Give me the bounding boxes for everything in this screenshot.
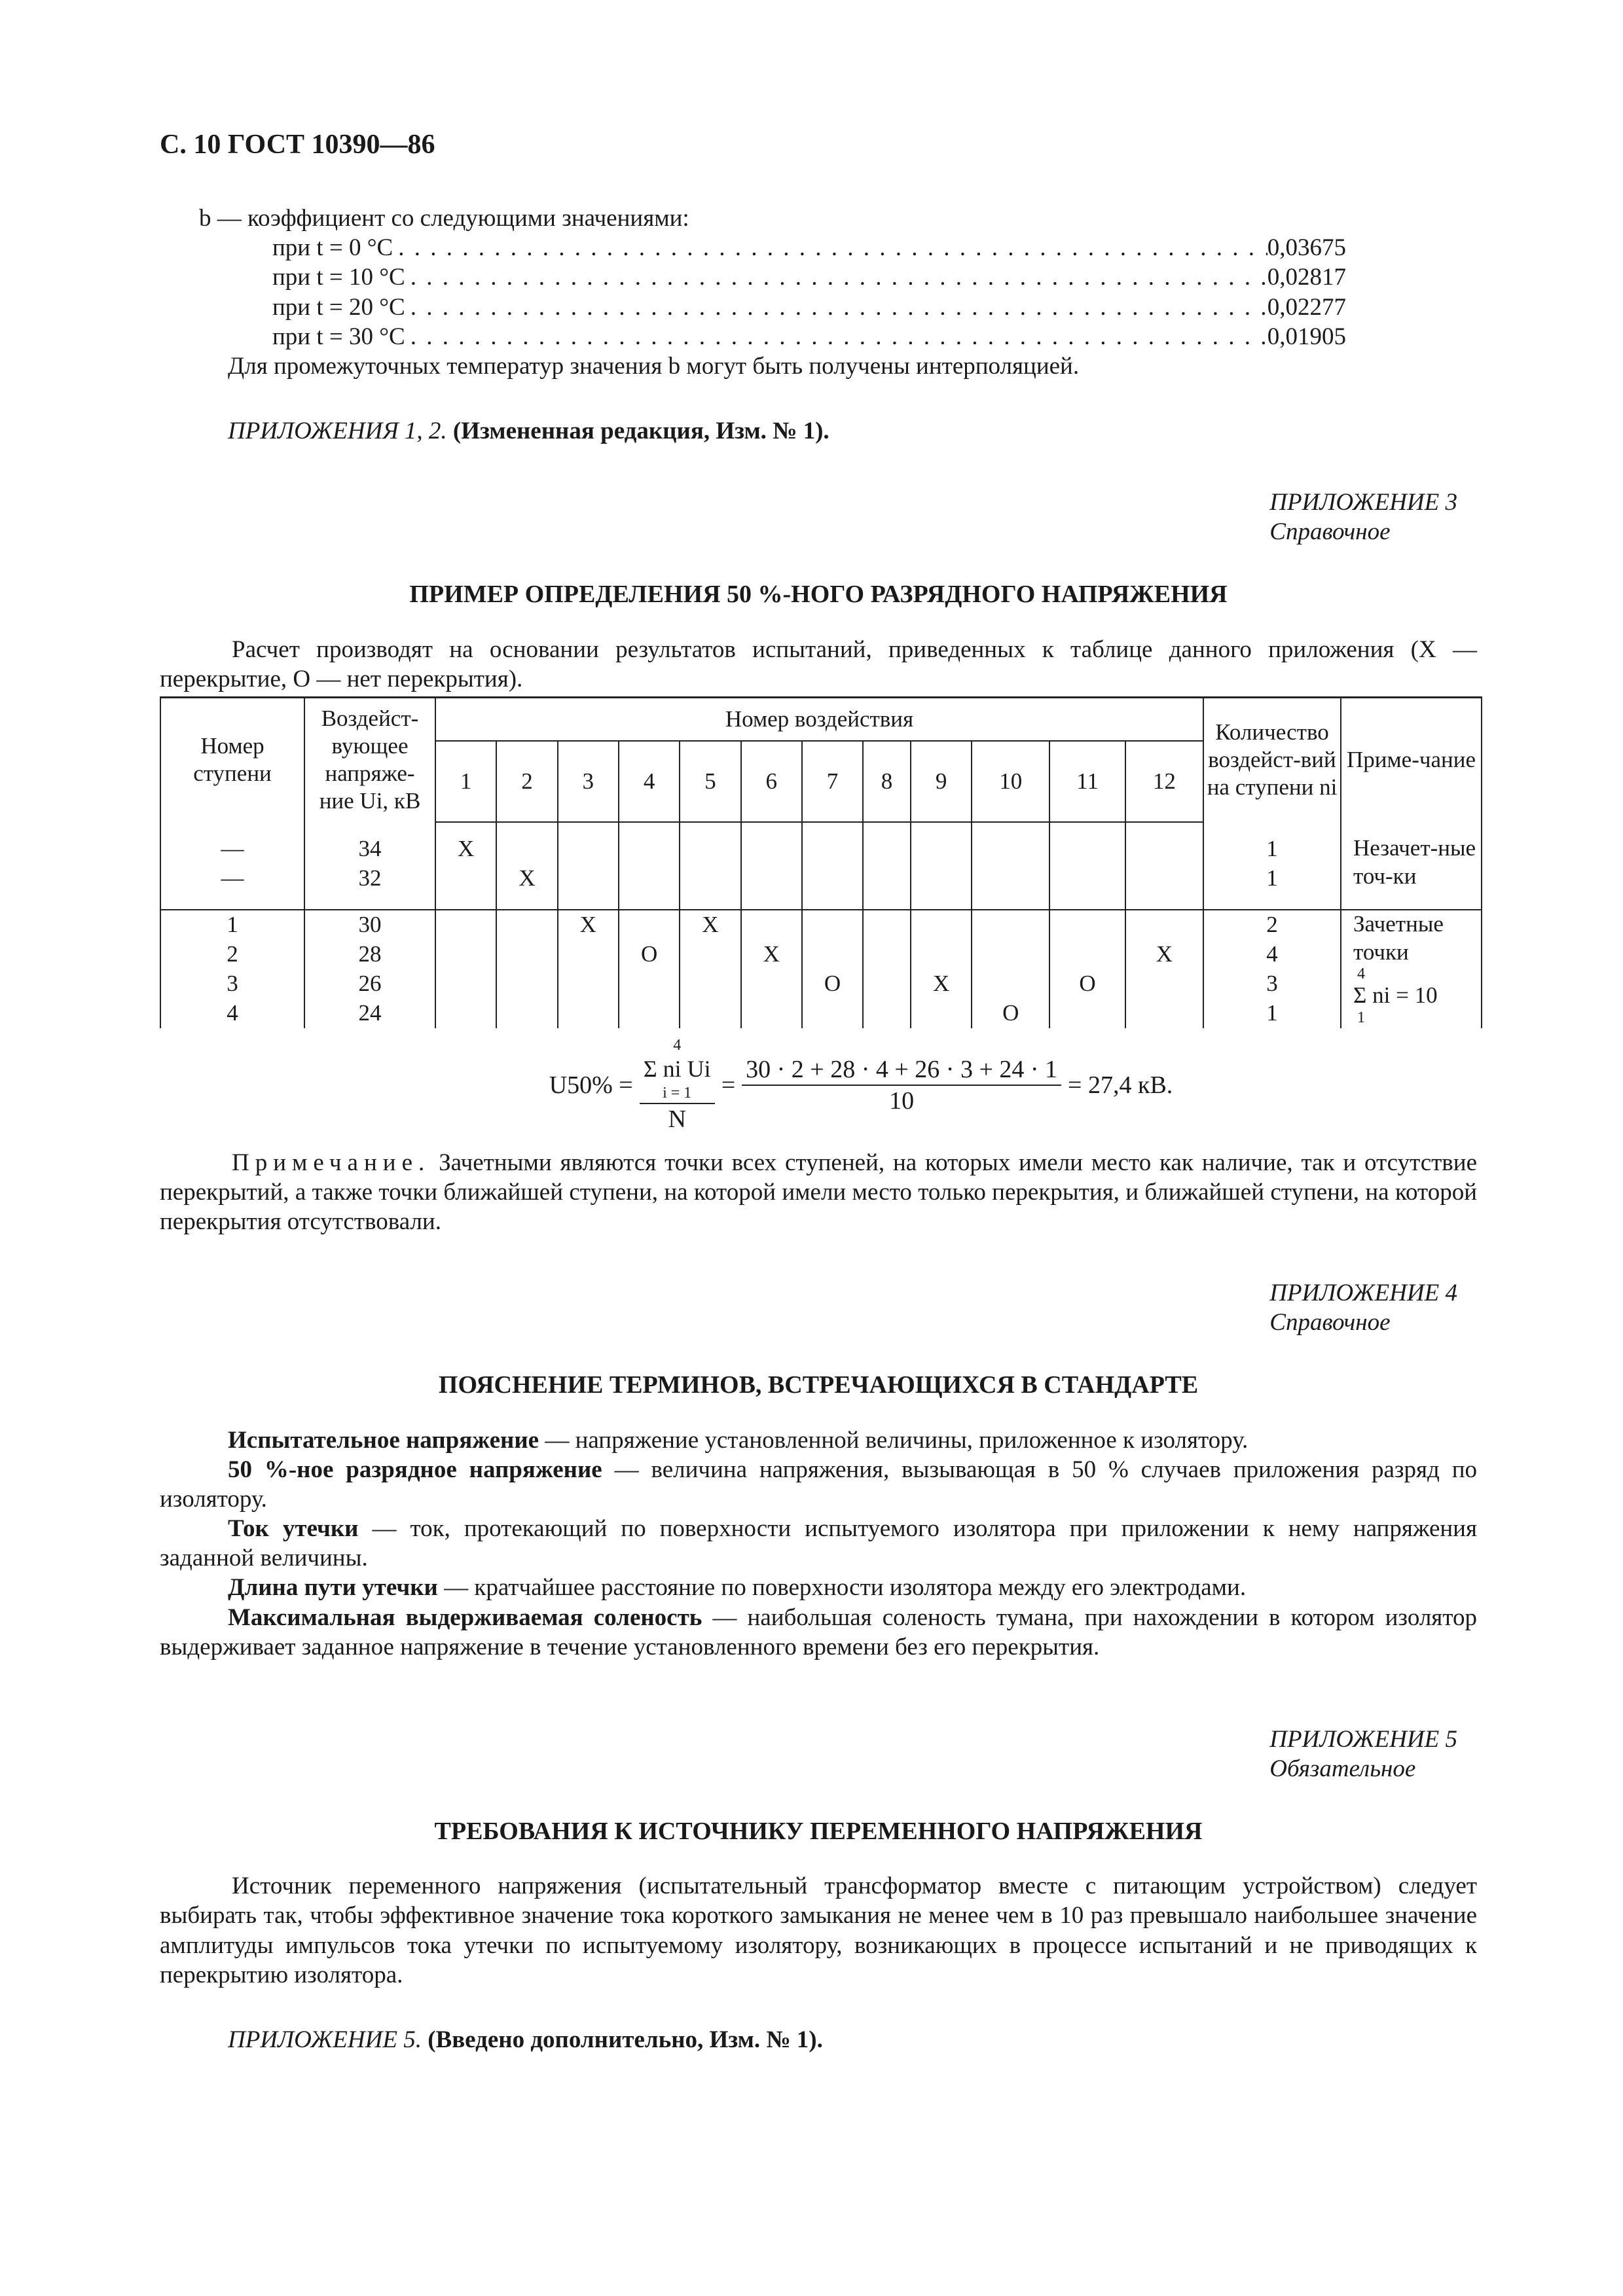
mark-cell — [496, 910, 557, 940]
term-definition — [160, 1426, 1477, 1455]
formula-den-n: N — [668, 1105, 686, 1134]
mark-cell — [1125, 969, 1203, 999]
amendment-label: ПРИЛОЖЕНИЕ 5. — [228, 2026, 422, 2053]
mark-cell: X — [1125, 940, 1203, 969]
impact-number: 7 — [802, 741, 863, 822]
count-cell: 1 — [1203, 834, 1341, 864]
document-page — [160, 128, 1477, 2054]
u50-formula — [245, 1036, 1477, 1135]
impact-number: 8 — [863, 741, 911, 822]
formula-result: = 27,4 кВ. — [1068, 1071, 1173, 1100]
coefficient-row — [272, 262, 1346, 292]
appendix-5-title: ТРЕБОВАНИЯ К ИСТОЧНИКУ ПЕРЕМЕННОГО НАПРЯЖЕНИЯ — [434, 1818, 1203, 1845]
test-results-table — [160, 696, 1482, 1028]
mark-cell — [558, 940, 619, 969]
mark-cell — [972, 969, 1049, 999]
mark-cell — [972, 864, 1049, 893]
sum-expression: Σ ni = 10 — [1353, 982, 1438, 1009]
count-cell: 3 — [1203, 969, 1341, 999]
count-cell: 1 — [1203, 864, 1341, 893]
mark-cell — [911, 999, 972, 1028]
impact-number: 4 — [619, 741, 680, 822]
mark-cell — [802, 864, 863, 893]
coefficient-row — [272, 322, 1346, 351]
term-definition — [160, 1573, 1477, 1602]
formula-sum-fraction — [640, 1036, 715, 1135]
amendment-label: ПРИЛОЖЕНИЯ 1, 2. — [228, 417, 447, 444]
mark-cell — [1049, 999, 1125, 1028]
formula-sum-bottom: i = 1 — [663, 1085, 692, 1102]
mark-cell — [435, 999, 496, 1028]
mark-cell — [741, 864, 802, 893]
mark-cell — [496, 999, 557, 1028]
formula-numerator: 30 · 2 + 28 · 4 + 26 · 3 + 24 · 1 — [742, 1054, 1061, 1086]
appendix-kind: Обязательное — [1269, 1755, 1416, 1782]
mark-cell — [863, 999, 911, 1028]
mark-cell — [1049, 940, 1125, 969]
voltage-cell: 24 — [304, 999, 435, 1028]
voltage-cell: 26 — [304, 969, 435, 999]
note-text: Зачетными являются точки всех ступеней, на которых имели место как наличие, так и отсутствие перекрытий, а также точки ближайшей ступени, на которой имели место только перекрытия, и ближайшей ступени, на которой перекрытия отсутствовали. — [160, 1149, 1478, 1236]
mark-cell — [911, 834, 972, 864]
count-cell: 1 — [1203, 999, 1341, 1028]
mark-cell — [619, 969, 680, 999]
formula-denominator: 10 — [889, 1087, 915, 1115]
appendix-label: ПРИЛОЖЕНИЕ 3 — [1269, 489, 1457, 516]
impact-number: 5 — [680, 741, 740, 822]
mark-cell — [972, 910, 1049, 940]
table-row — [160, 940, 1482, 969]
coefficient-condition: при t = 0 °C — [272, 234, 393, 262]
appendix-3-title: ПРИМЕР ОПРЕДЕЛЕНИЯ 50 %-НОГО РАЗРЯДНОГО НАПРЯЖЕНИЯ — [409, 581, 1228, 609]
table-row — [160, 864, 1482, 893]
definition: — кратчайшее расстояние по поверхности изолятора между его электродами. — [437, 1574, 1247, 1602]
header-step: Номер ступени — [160, 697, 304, 822]
step-cell: 2 — [160, 940, 304, 969]
leader-dots — [393, 233, 1267, 262]
mark-cell — [1125, 999, 1203, 1028]
mark-cell: O — [619, 940, 680, 969]
mark-cell: X — [435, 834, 496, 864]
coefficient-row — [272, 293, 1346, 322]
mark-cell — [435, 969, 496, 999]
sum-lower-limit: 1 — [1357, 1009, 1365, 1027]
voltage-cell: 34 — [304, 834, 435, 864]
mark-cell — [680, 940, 740, 969]
table-row — [160, 999, 1482, 1028]
mark-cell — [911, 940, 972, 969]
term-definition — [160, 1514, 1477, 1573]
mark-cell — [680, 834, 740, 864]
mark-cell — [1049, 864, 1125, 893]
mark-cell — [1049, 834, 1125, 864]
mark-cell — [911, 864, 972, 893]
impact-number: 2 — [496, 741, 557, 822]
leader-dots — [405, 293, 1267, 322]
coefficient-row — [272, 233, 1346, 262]
formula-numeric-fraction — [742, 1054, 1061, 1117]
mark-cell — [741, 969, 802, 999]
amendment-note-appendix-1-2 — [228, 416, 1477, 446]
term: 50 %-ное разрядное напряжение — [228, 1456, 602, 1483]
appendix-5-label-block — [160, 1725, 1457, 1784]
sum-upper-limit: 4 — [1357, 965, 1365, 983]
mark-cell — [680, 969, 740, 999]
term: Ток утечки — [228, 1515, 359, 1543]
appendix-kind: Справочное — [1269, 1309, 1391, 1336]
mark-cell: X — [911, 969, 972, 999]
appendix-label: ПРИЛОЖЕНИЕ 4 — [1269, 1280, 1457, 1307]
mark-cell — [435, 910, 496, 940]
coefficient-condition: при t = 30 °C — [272, 323, 405, 350]
definition: — напряжение установленной величины, приложенное к изолятору. — [539, 1426, 1249, 1454]
mark-cell — [558, 999, 619, 1028]
mark-cell — [802, 940, 863, 969]
appendix-label: ПРИЛОЖЕНИЕ 5 — [1269, 1725, 1457, 1753]
mark-cell — [802, 999, 863, 1028]
mark-cell — [863, 910, 911, 940]
note-valid-label: Зачетные точки — [1353, 910, 1444, 965]
header-count: Количество воздейст-вий на ступени ni — [1203, 697, 1341, 822]
appendix-5-text: Источник переменного напряжения (испытательный трансформатор вместе с питающим устройством) следует выбирать так, чтобы эффективное значение тока короткого замыкания не менее чем в 10 раз превышало наибольшее значение амплитуды импульсов тока утечки по испытуемому изолятору, возникающих в процессе испытаний и не приводящих к перекрытию изолятора. — [160, 1873, 1477, 1988]
mark-cell — [911, 910, 972, 940]
note-valid — [1341, 910, 1482, 1028]
mark-cell — [972, 940, 1049, 969]
coefficient-condition: при t = 20 °C — [272, 293, 405, 321]
mark-cell — [1049, 910, 1125, 940]
mark-cell — [496, 940, 557, 969]
mark-cell: X — [680, 910, 740, 940]
step-cell: 4 — [160, 999, 304, 1028]
mark-cell — [619, 999, 680, 1028]
coefficient-value: 0,01905 — [1267, 323, 1346, 350]
amendment-note-appendix-5 — [228, 2025, 1477, 2054]
term-definition — [160, 1603, 1477, 1662]
mark-cell — [1125, 910, 1203, 940]
definition: — наибольшая соленость тумана, при нахождении в котором изолятор выдерживает заданное напряжение в течение установленного времени без его перекрытия. — [160, 1604, 1477, 1660]
definition: — ток, протекающий по поверхности испытуемого изолятора при приложении к нему напряжения заданной величины. — [160, 1515, 1477, 1572]
formula-sum-top: 4 — [673, 1036, 682, 1054]
mark-cell — [863, 834, 911, 864]
leader-dots — [405, 322, 1267, 351]
mark-cell — [802, 834, 863, 864]
mark-cell — [558, 864, 619, 893]
mark-cell: X — [741, 940, 802, 969]
mark-cell — [1125, 864, 1203, 893]
mark-cell — [863, 969, 911, 999]
mark-cell — [802, 910, 863, 940]
formula-eq: = — [721, 1071, 736, 1100]
voltage-cell: 28 — [304, 940, 435, 969]
header-impacts: Номер воздействия — [435, 697, 1203, 741]
appendix-4-title: ПОЯСНЕНИЕ ТЕРМИНОВ, ВСТРЕЧАЮЩИХСЯ В СТАНДАРТЕ — [438, 1371, 1199, 1399]
appendix-3-label-block — [160, 488, 1457, 547]
definition: — величина напряжения, вызывающая в 50 % случаев приложения разряд по изолятору. — [160, 1456, 1477, 1513]
mark-cell — [558, 969, 619, 999]
coefficient-value: 0,03675 — [1267, 234, 1346, 262]
mark-cell — [680, 999, 740, 1028]
formula-lhs: U50% = — [549, 1071, 633, 1100]
note-nonvalid: Незачет-ные точ-ки — [1341, 834, 1482, 901]
step-cell: 1 — [160, 910, 304, 940]
table-row — [160, 910, 1482, 940]
term: Длина пути утечки — [228, 1574, 438, 1602]
mark-cell: X — [558, 910, 619, 940]
count-cell: 4 — [1203, 940, 1341, 969]
page-header: С. 10 ГОСТ 10390—86 — [160, 130, 435, 160]
appendix-kind: Справочное — [1269, 518, 1391, 546]
mark-cell: X — [496, 864, 557, 893]
impact-number: 6 — [741, 741, 802, 822]
step-cell: — — [160, 834, 304, 864]
leader-dots — [405, 262, 1267, 292]
coefficient-intro: b — коэффициент со следующими значениями: — [199, 205, 689, 232]
mark-cell: O — [802, 969, 863, 999]
mark-cell — [741, 910, 802, 940]
mark-cell — [741, 834, 802, 864]
mark-cell — [435, 940, 496, 969]
impact-number: 9 — [911, 741, 972, 822]
coefficient-value: 0,02277 — [1267, 293, 1346, 321]
mark-cell — [619, 834, 680, 864]
appendix-3-intro: Расчет производят на основании результатов испытаний, приведенных к таблице данного приложения (Х — перекрытие, О — нет перекрытия). — [160, 636, 1477, 692]
mark-cell — [741, 999, 802, 1028]
mark-cell — [619, 910, 680, 940]
amendment-text: (Измененная редакция, Изм. № 1). — [452, 417, 830, 444]
mark-cell: O — [1049, 969, 1125, 999]
coefficient-condition: при t = 10 °C — [272, 264, 405, 291]
mark-cell — [496, 834, 557, 864]
term-definition — [160, 1455, 1477, 1514]
mark-cell — [863, 864, 911, 893]
impact-number: 12 — [1125, 741, 1203, 822]
mark-cell — [619, 864, 680, 893]
coefficient-value: 0,02817 — [1267, 264, 1346, 291]
appendix-3-note — [160, 1148, 1477, 1236]
mark-cell: O — [972, 999, 1049, 1028]
count-cell: 2 — [1203, 910, 1341, 940]
appendix-4-label-block — [160, 1278, 1457, 1337]
voltage-cell: 30 — [304, 910, 435, 940]
mark-cell — [863, 940, 911, 969]
term: Максимальная выдерживаемая соленость — [228, 1604, 702, 1631]
header-voltage: Воздейст-вующее напряже-ние Ui, кВ — [304, 697, 435, 822]
formula-sum-expr: Σ ni Ui — [643, 1056, 711, 1083]
mark-cell — [972, 834, 1049, 864]
table-row — [160, 834, 1482, 864]
mark-cell — [435, 864, 496, 893]
step-cell: — — [160, 864, 304, 893]
mark-cell — [496, 969, 557, 999]
step-cell: 3 — [160, 969, 304, 999]
term: Испытательное напряжение — [228, 1426, 539, 1454]
note-label: Примечание. — [232, 1149, 431, 1176]
amendment-text: (Введено дополнительно, Изм. № 1). — [428, 2026, 823, 2053]
impact-number: 1 — [435, 741, 496, 822]
interpolation-note: Для промежуточных температур значения b могут быть получены интерполяцией. — [228, 352, 1080, 380]
impact-number: 3 — [558, 741, 619, 822]
impact-number: 11 — [1049, 741, 1125, 822]
table-row — [160, 969, 1482, 999]
mark-cell — [680, 864, 740, 893]
voltage-cell: 32 — [304, 864, 435, 893]
impact-number: 10 — [972, 741, 1049, 822]
mark-cell — [558, 834, 619, 864]
mark-cell — [1125, 834, 1203, 864]
header-note: Приме-чание — [1341, 697, 1482, 822]
